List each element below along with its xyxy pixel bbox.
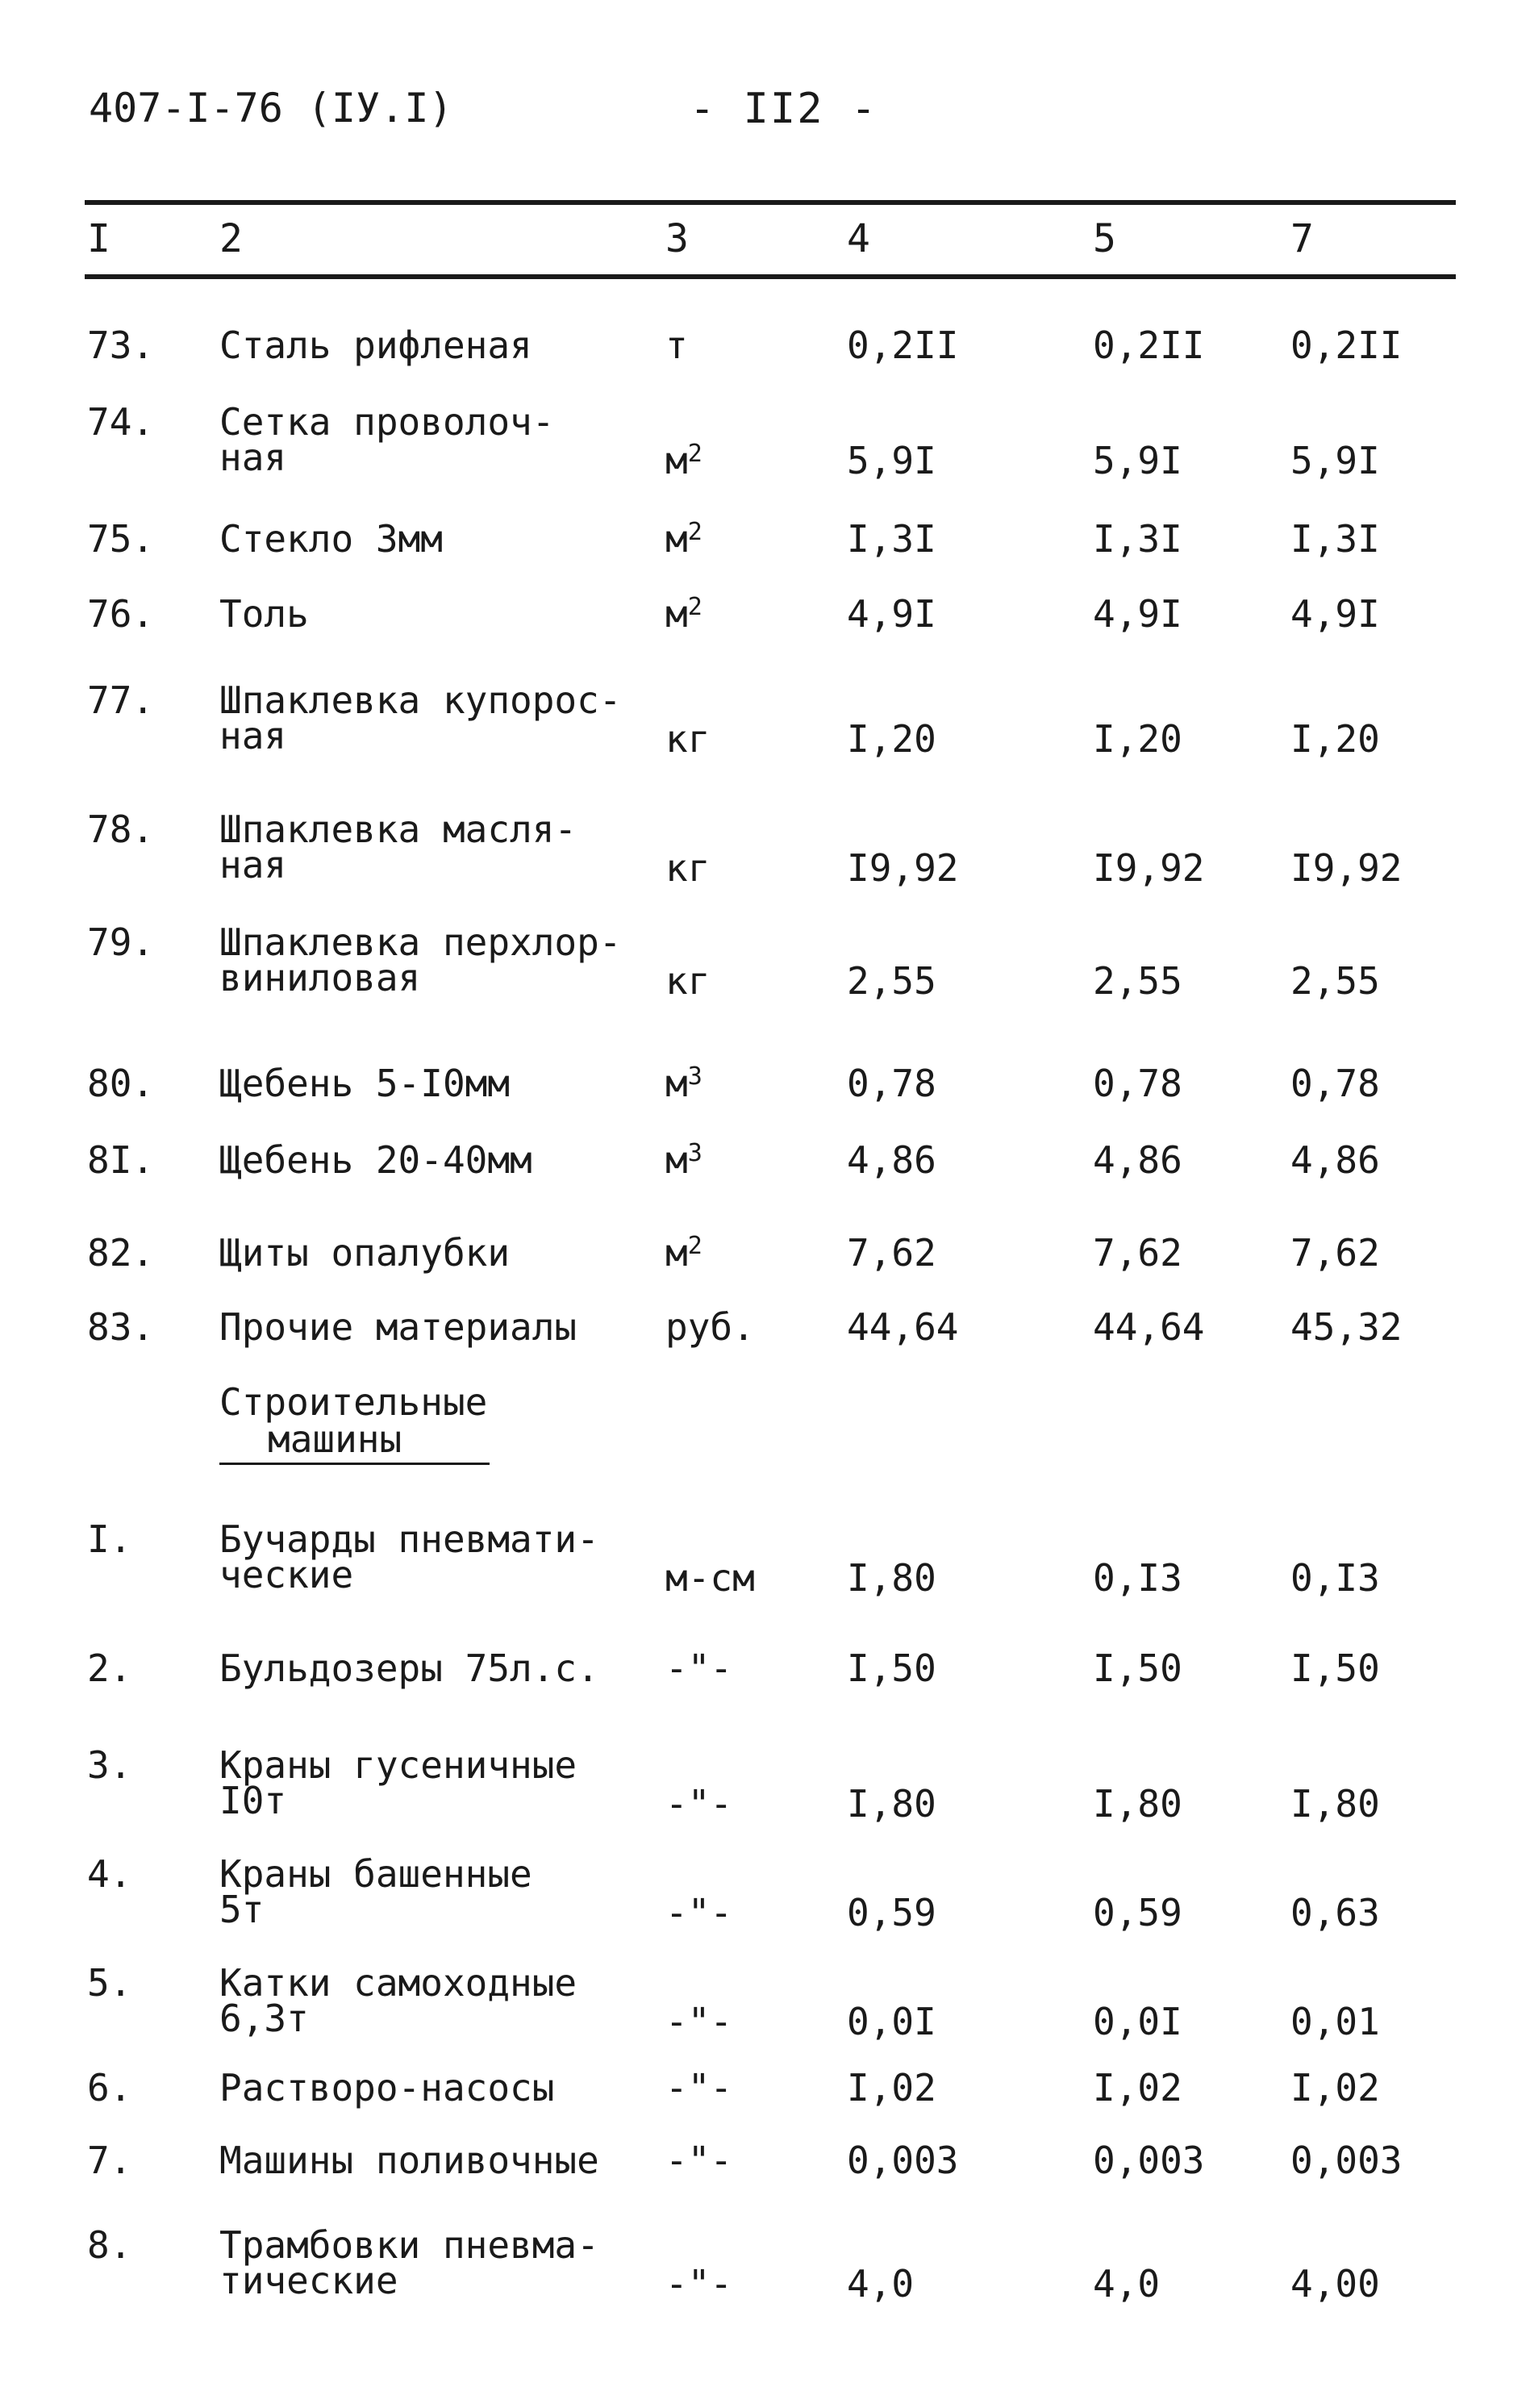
table-row (0, 1646, 1530, 1698)
row-value-c5: 0,003 (1093, 2139, 1205, 2182)
row-name-line1: Бульдозеры 75л.с. (219, 1646, 599, 1690)
table-row (0, 323, 1530, 375)
unit-text: м (665, 1231, 688, 1275)
row-name-line2: I0т (219, 1779, 287, 1822)
row-value-c7: I,02 (1290, 2066, 1380, 2110)
row-name (219, 1852, 532, 1931)
row-name (219, 678, 622, 757)
row-value-c5: 2,55 (1093, 959, 1182, 1003)
row-value-c4: 0,78 (847, 1062, 936, 1105)
row-value-c5: I,02 (1093, 2066, 1182, 2110)
row-name-line1: Машины поливочные (219, 2139, 599, 2182)
row-unit (665, 1782, 733, 1826)
row-unit (665, 1231, 702, 1275)
row-value-c7: I,80 (1290, 1782, 1380, 1826)
row-unit (665, 959, 711, 1003)
unit-text: кг (665, 846, 711, 890)
table-row (0, 1852, 1530, 1934)
row-number: 77. (87, 678, 155, 722)
row-value-c4: I,02 (847, 2066, 936, 2110)
table-row (0, 808, 1530, 890)
row-value-c7: I,20 (1290, 717, 1380, 761)
column-header-3: 3 (665, 216, 689, 261)
row-value-c4: 0,59 (847, 1891, 936, 1934)
row-value-c7: 4,00 (1290, 2262, 1380, 2306)
table-row (0, 1743, 1530, 1826)
unit-exponent: 2 (687, 440, 702, 468)
row-value-c5: 4,9I (1093, 592, 1182, 636)
table-row (0, 2066, 1530, 2118)
row-name-line2: ческие (219, 1553, 354, 1596)
row-number: 6. (87, 2066, 132, 2110)
table-row (0, 592, 1530, 644)
row-name-line2: тические (219, 2259, 398, 2302)
unit-text: т (665, 323, 688, 367)
row-value-c4: 44,64 (847, 1305, 959, 1349)
row-name (219, 1961, 577, 2040)
row-name-line1: Толь (219, 592, 309, 636)
row-unit (665, 1305, 755, 1349)
row-number: 83. (87, 1305, 155, 1349)
page-number: - II2 - (690, 85, 878, 133)
row-unit (665, 323, 688, 367)
row-number: 4. (87, 1852, 132, 1896)
unit-text: м (665, 592, 688, 636)
row-number: I. (87, 1517, 132, 1561)
row-value-c5: I,50 (1093, 1646, 1182, 1690)
unit-text: руб. (665, 1305, 755, 1349)
row-value-c5: 4,0 (1093, 2262, 1161, 2306)
row-value-c4: I,80 (847, 1782, 936, 1826)
row-number: 73. (87, 323, 155, 367)
row-name-line2: виниловая (219, 956, 421, 1000)
row-value-c4: 0,2II (847, 323, 959, 367)
row-number: 7. (87, 2139, 132, 2182)
section-underline (219, 1463, 490, 1465)
unit-exponent: 2 (687, 593, 702, 621)
row-name-line2: ная (219, 436, 287, 479)
row-unit (665, 1062, 702, 1105)
row-value-c5: 5,9I (1093, 439, 1182, 482)
row-unit (665, 592, 702, 636)
row-name (219, 1517, 599, 1596)
row-value-c7: 45,32 (1290, 1305, 1403, 1349)
row-unit (665, 1891, 733, 1934)
row-unit (665, 2262, 733, 2306)
table-row (0, 920, 1530, 1003)
unit-text: м (665, 1138, 688, 1182)
row-number: 78. (87, 808, 155, 851)
column-header-2: 2 (219, 216, 243, 261)
table-row (0, 517, 1530, 569)
table-row (0, 1517, 1530, 1600)
row-name-line1: Растворо-насосы (219, 2066, 555, 2110)
row-name (219, 323, 532, 367)
row-value-c5: 44,64 (1093, 1305, 1205, 1349)
row-name-line1: Катки самоходные (219, 1961, 577, 2005)
row-value-c4: I,80 (847, 1556, 936, 1600)
unit-text: кг (665, 959, 711, 1003)
row-unit (665, 1138, 702, 1182)
section-heading-machines (219, 1380, 488, 1461)
row-name (219, 1231, 511, 1275)
unit-text: м (665, 517, 688, 561)
row-value-c5: 7,62 (1093, 1231, 1182, 1275)
row-value-c5: I,80 (1093, 1782, 1182, 1826)
unit-text: -"- (665, 1646, 733, 1690)
row-number: 79. (87, 920, 155, 964)
row-name-line1: Прочие материалы (219, 1305, 577, 1349)
row-name-line2: ная (219, 714, 287, 757)
row-name-line1: Трамбовки пневма- (219, 2223, 599, 2267)
table-row (0, 1062, 1530, 1113)
unit-exponent: 2 (687, 518, 702, 546)
row-value-c7: 0,01 (1290, 2000, 1380, 2043)
row-value-c7: 0,63 (1290, 1891, 1380, 1934)
row-unit (665, 2066, 733, 2110)
table-top-rule (85, 200, 1456, 205)
column-header-5: 5 (1093, 216, 1116, 261)
row-number: 2. (87, 1646, 132, 1690)
row-value-c7: 4,86 (1290, 1138, 1380, 1182)
row-name-line1: Краны гусеничные (219, 1743, 577, 1787)
row-name-line1: Стекло 3мм (219, 517, 443, 561)
row-value-c7: I,3I (1290, 517, 1380, 561)
column-header-7: 7 (1290, 216, 1314, 261)
unit-text: -"- (665, 2000, 733, 2043)
row-number: 76. (87, 592, 155, 636)
row-name (219, 1062, 511, 1105)
row-value-c7: 0,003 (1290, 2139, 1403, 2182)
section-heading-line2: машины (268, 1417, 402, 1461)
row-name-line1: Сетка проволоч- (219, 400, 555, 444)
row-value-c4: 2,55 (847, 959, 936, 1003)
row-value-c4: 5,9I (847, 439, 936, 482)
unit-text: -"- (665, 2066, 733, 2110)
row-value-c5: 0,I3 (1093, 1556, 1182, 1600)
row-name-line1: Шпаклевка масля- (219, 808, 577, 851)
row-unit (665, 2000, 733, 2043)
unit-text: -"- (665, 2139, 733, 2182)
row-value-c4: I9,92 (847, 846, 959, 890)
row-name (219, 1138, 532, 1182)
row-value-c7: 0,2II (1290, 323, 1403, 367)
row-name (219, 920, 622, 1000)
row-unit (665, 2139, 733, 2182)
row-unit (665, 717, 711, 761)
column-header-4: 4 (847, 216, 870, 261)
row-name (219, 1305, 577, 1349)
row-name-line1: Шпаклевка перхлор- (219, 920, 622, 964)
table-row (0, 2223, 1530, 2306)
unit-text: -"- (665, 1782, 733, 1826)
row-number: 5. (87, 1961, 132, 2005)
row-name (219, 400, 555, 479)
table-row (0, 1961, 1530, 2043)
row-value-c4: 7,62 (847, 1231, 936, 1275)
table-row (0, 2139, 1530, 2190)
row-number: 80. (87, 1062, 155, 1105)
row-name-line2: 5т (219, 1888, 265, 1931)
row-unit (665, 1646, 733, 1690)
row-unit (665, 517, 702, 561)
table-row (0, 1138, 1530, 1190)
table-row (0, 1231, 1530, 1283)
row-value-c7: 2,55 (1290, 959, 1380, 1003)
unit-text: -"- (665, 2262, 733, 2306)
row-name (219, 2066, 555, 2110)
section-heading-line1: Строительные (219, 1380, 488, 1424)
row-value-c7: 0,78 (1290, 1062, 1380, 1105)
row-number: 74. (87, 400, 155, 444)
row-value-c7: 5,9I (1290, 439, 1380, 482)
row-number: 82. (87, 1231, 155, 1275)
unit-text: м-см (665, 1556, 755, 1600)
unit-text: м (665, 439, 688, 482)
row-unit (665, 439, 702, 482)
row-value-c4: 4,0 (847, 2262, 915, 2306)
row-name (219, 517, 443, 561)
row-name-line2: 6,3т (219, 1997, 309, 2040)
row-name-line1: Краны башенные (219, 1852, 532, 1896)
row-value-c4: I,20 (847, 717, 936, 761)
row-name-line1: Щиты опалубки (219, 1231, 511, 1275)
row-name-line1: Бучарды пневмати- (219, 1517, 599, 1561)
row-name-line1: Щебень 20-40мм (219, 1138, 532, 1182)
table-row (0, 400, 1530, 482)
row-name (219, 808, 577, 887)
row-value-c4: 4,86 (847, 1138, 936, 1182)
row-value-c7: 0,I3 (1290, 1556, 1380, 1600)
row-name (219, 1743, 577, 1822)
row-value-c5: I9,92 (1093, 846, 1205, 890)
unit-text: м (665, 1062, 688, 1105)
row-name (219, 1646, 599, 1690)
row-value-c5: 0,59 (1093, 1891, 1182, 1934)
row-value-c4: 0,003 (847, 2139, 959, 2182)
row-number: 8. (87, 2223, 132, 2267)
column-header-1: I (87, 216, 110, 261)
document-code: 407-I-76 (IУ.I) (89, 85, 453, 131)
row-value-c5: I,20 (1093, 717, 1182, 761)
row-value-c4: 0,0I (847, 2000, 936, 2043)
unit-exponent: 2 (687, 1232, 702, 1260)
unit-exponent: 3 (687, 1139, 702, 1167)
table-row (0, 678, 1530, 761)
row-value-c5: 0,2II (1093, 323, 1205, 367)
row-value-c4: I,3I (847, 517, 936, 561)
row-unit (665, 846, 711, 890)
row-name (219, 592, 309, 636)
unit-text: кг (665, 717, 711, 761)
row-value-c5: 4,86 (1093, 1138, 1182, 1182)
row-value-c4: I,50 (847, 1646, 936, 1690)
unit-text: -"- (665, 1891, 733, 1934)
row-value-c7: I9,92 (1290, 846, 1403, 890)
row-name (219, 2139, 599, 2182)
row-name-line1: Сталь рифленая (219, 323, 532, 367)
row-value-c5: 0,0I (1093, 2000, 1182, 2043)
row-value-c7: 4,9I (1290, 592, 1380, 636)
table-header-rule (85, 274, 1456, 279)
row-value-c5: I,3I (1093, 517, 1182, 561)
row-value-c7: I,50 (1290, 1646, 1380, 1690)
row-name-line2: ная (219, 843, 287, 887)
table-row (0, 1305, 1530, 1357)
unit-exponent: 3 (687, 1062, 702, 1091)
row-value-c7: 7,62 (1290, 1231, 1380, 1275)
row-unit (665, 1556, 755, 1600)
row-number: 8I. (87, 1138, 155, 1182)
row-number: 75. (87, 517, 155, 561)
row-number: 3. (87, 1743, 132, 1787)
row-name-line1: Щебень 5-I0мм (219, 1062, 511, 1105)
row-value-c5: 0,78 (1093, 1062, 1182, 1105)
row-name (219, 2223, 599, 2302)
row-name-line1: Шпаклевка купорос- (219, 678, 622, 722)
row-value-c4: 4,9I (847, 592, 936, 636)
